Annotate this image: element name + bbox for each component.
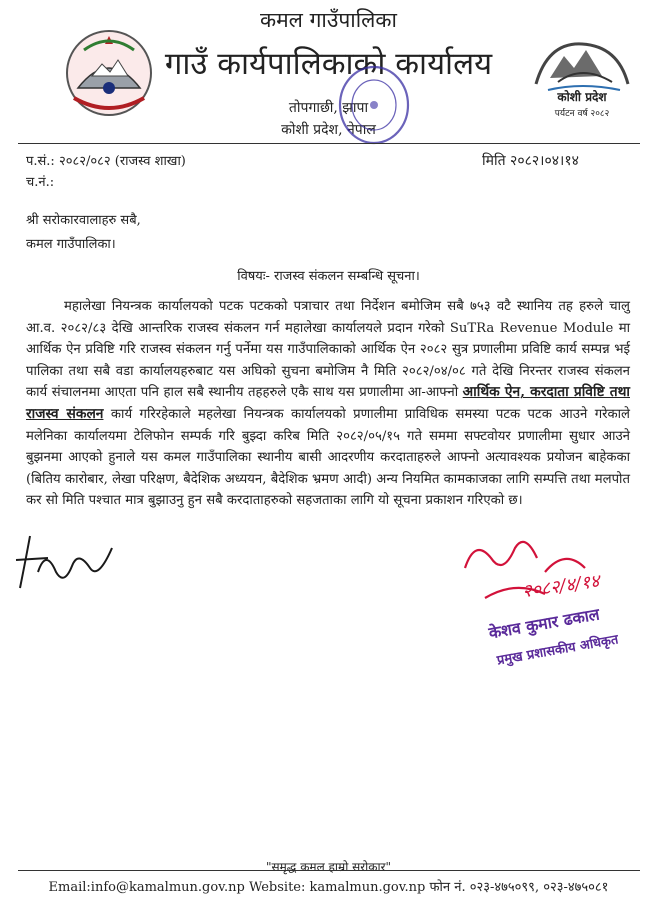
recipient-line-2: कमल गाउँपालिका। bbox=[26, 237, 116, 252]
signature-name: केशव कुमार ढकाल bbox=[487, 604, 601, 643]
footer-motto: "समृद्ध कमल हाम्रो सरोकार" bbox=[265, 860, 391, 874]
dispatch-number: च.नं.: bbox=[26, 175, 55, 190]
recipient-line-1: श्री सरोकारवालाहरु सबै, bbox=[26, 213, 141, 228]
logo-right-subtext: पर्यटन वर्ष २०८२ bbox=[554, 109, 610, 119]
municipality-name: कमल गाउँपालिका bbox=[260, 8, 397, 32]
office-place: तोपगाछी, झापा bbox=[288, 100, 369, 116]
initial-signature bbox=[8, 528, 118, 598]
office-stamp bbox=[335, 62, 413, 148]
signature-date: २०८२/४/१४ bbox=[520, 570, 601, 603]
footer-contact: Email:info@kamalmun.gov.np Website: kamalmun.gov.np फोन नं. ०२३-४७५०९९, ०२३-४७५०८१ bbox=[48, 880, 609, 895]
body-part-1: महालेखा नियन्त्रक कार्यालयको पटक पटकको पत्राचार तथा निर्देशन बमोजिम सबै ७५३ वटै स्थानिय तह हरुले चालु आ.व. २०८२/८३ देखि आन्तरिक राजस्व संकलन गर्न महालेखा कार्यालयले प्रदान गरेको SuTRa Revenue Module मा आर्थिक ऐन प्रविष्टि गरि राजस्व संकलन गर्नु पर्नेमा यस गाउँपालिकाको आर्थिक ऐन २०८२ सुत्र प्रणालीमा प्रविष्टि कार्य सम्पन्न भई पालिका तथा सबै वडा कार्यालयहरुबाट यस अघिको सुचना बमोजिम नै मिति २०८२/०४/०८ गते देखि निरन्तर राजस्व संकलन कार्य संचालनमा आएता पनि हाल सबै स्थानीय तहहरुले एकै साथ यस प्रणालीमा आ-आफ्नो bbox=[26, 299, 630, 401]
signature-title: प्रमुख प्रशासकीय अधिकृत bbox=[495, 632, 620, 669]
office-province: कोशी प्रदेश, नेपाल bbox=[281, 122, 376, 138]
reference-number: प.सं.: २०८२/०८२ (राजस्व शाखा) bbox=[26, 154, 186, 169]
logo-right-text: कोशी प्रदेश bbox=[557, 90, 607, 104]
footer-divider bbox=[18, 870, 640, 871]
subject-line: विषयः- राजस्व संकलन सम्बन्धि सूचना। bbox=[237, 269, 420, 284]
letter-date: मिति २०८२।०४।१४ bbox=[482, 153, 579, 169]
body-part-2: कार्य गरिरहेकाले महलेखा नियन्त्रक कार्यालयको प्रणालीमा प्राविधिक समस्या पटक पटक आउने गरेकाले मलेनिका कार्यालयमा टेलिफोन सम्पर्क गरि बुझ्दा करिब मिति २०८२/०५/१५ गते सममा सफ्टवोयर प्रणालीमा सुधार आउने बुझनमा आएको हुनाले यस कमल गाउँपालिका स्थानीय बासी आदरणीय करदाताहरुले आफ्नो अत्यावश्यक प्रयोजन बाहेकका (बितिय कारोबार, लेखा परिक्षण, बैदेशिक अध्ययन, बैदेशिक भ्रमण आदी) अन्य नियमित कामकाजका लागि सम्पत्ति तथा मलपोत कर सो मिति पश्चात मात्र बुझाउनु हुन सबै करदाताहरुको सहजताका लागि यो सूचना प्रकाशन गरिएको छ। bbox=[26, 406, 630, 509]
header-divider bbox=[18, 143, 640, 144]
office-name: गाउँ कार्यपालिकाको कार्यालय bbox=[164, 46, 493, 82]
body-paragraph bbox=[26, 296, 630, 512]
body-emphasis: आर्थिक ऐन, करदाता प्रविष्टि तथा राजस्व संकलन bbox=[26, 384, 630, 422]
